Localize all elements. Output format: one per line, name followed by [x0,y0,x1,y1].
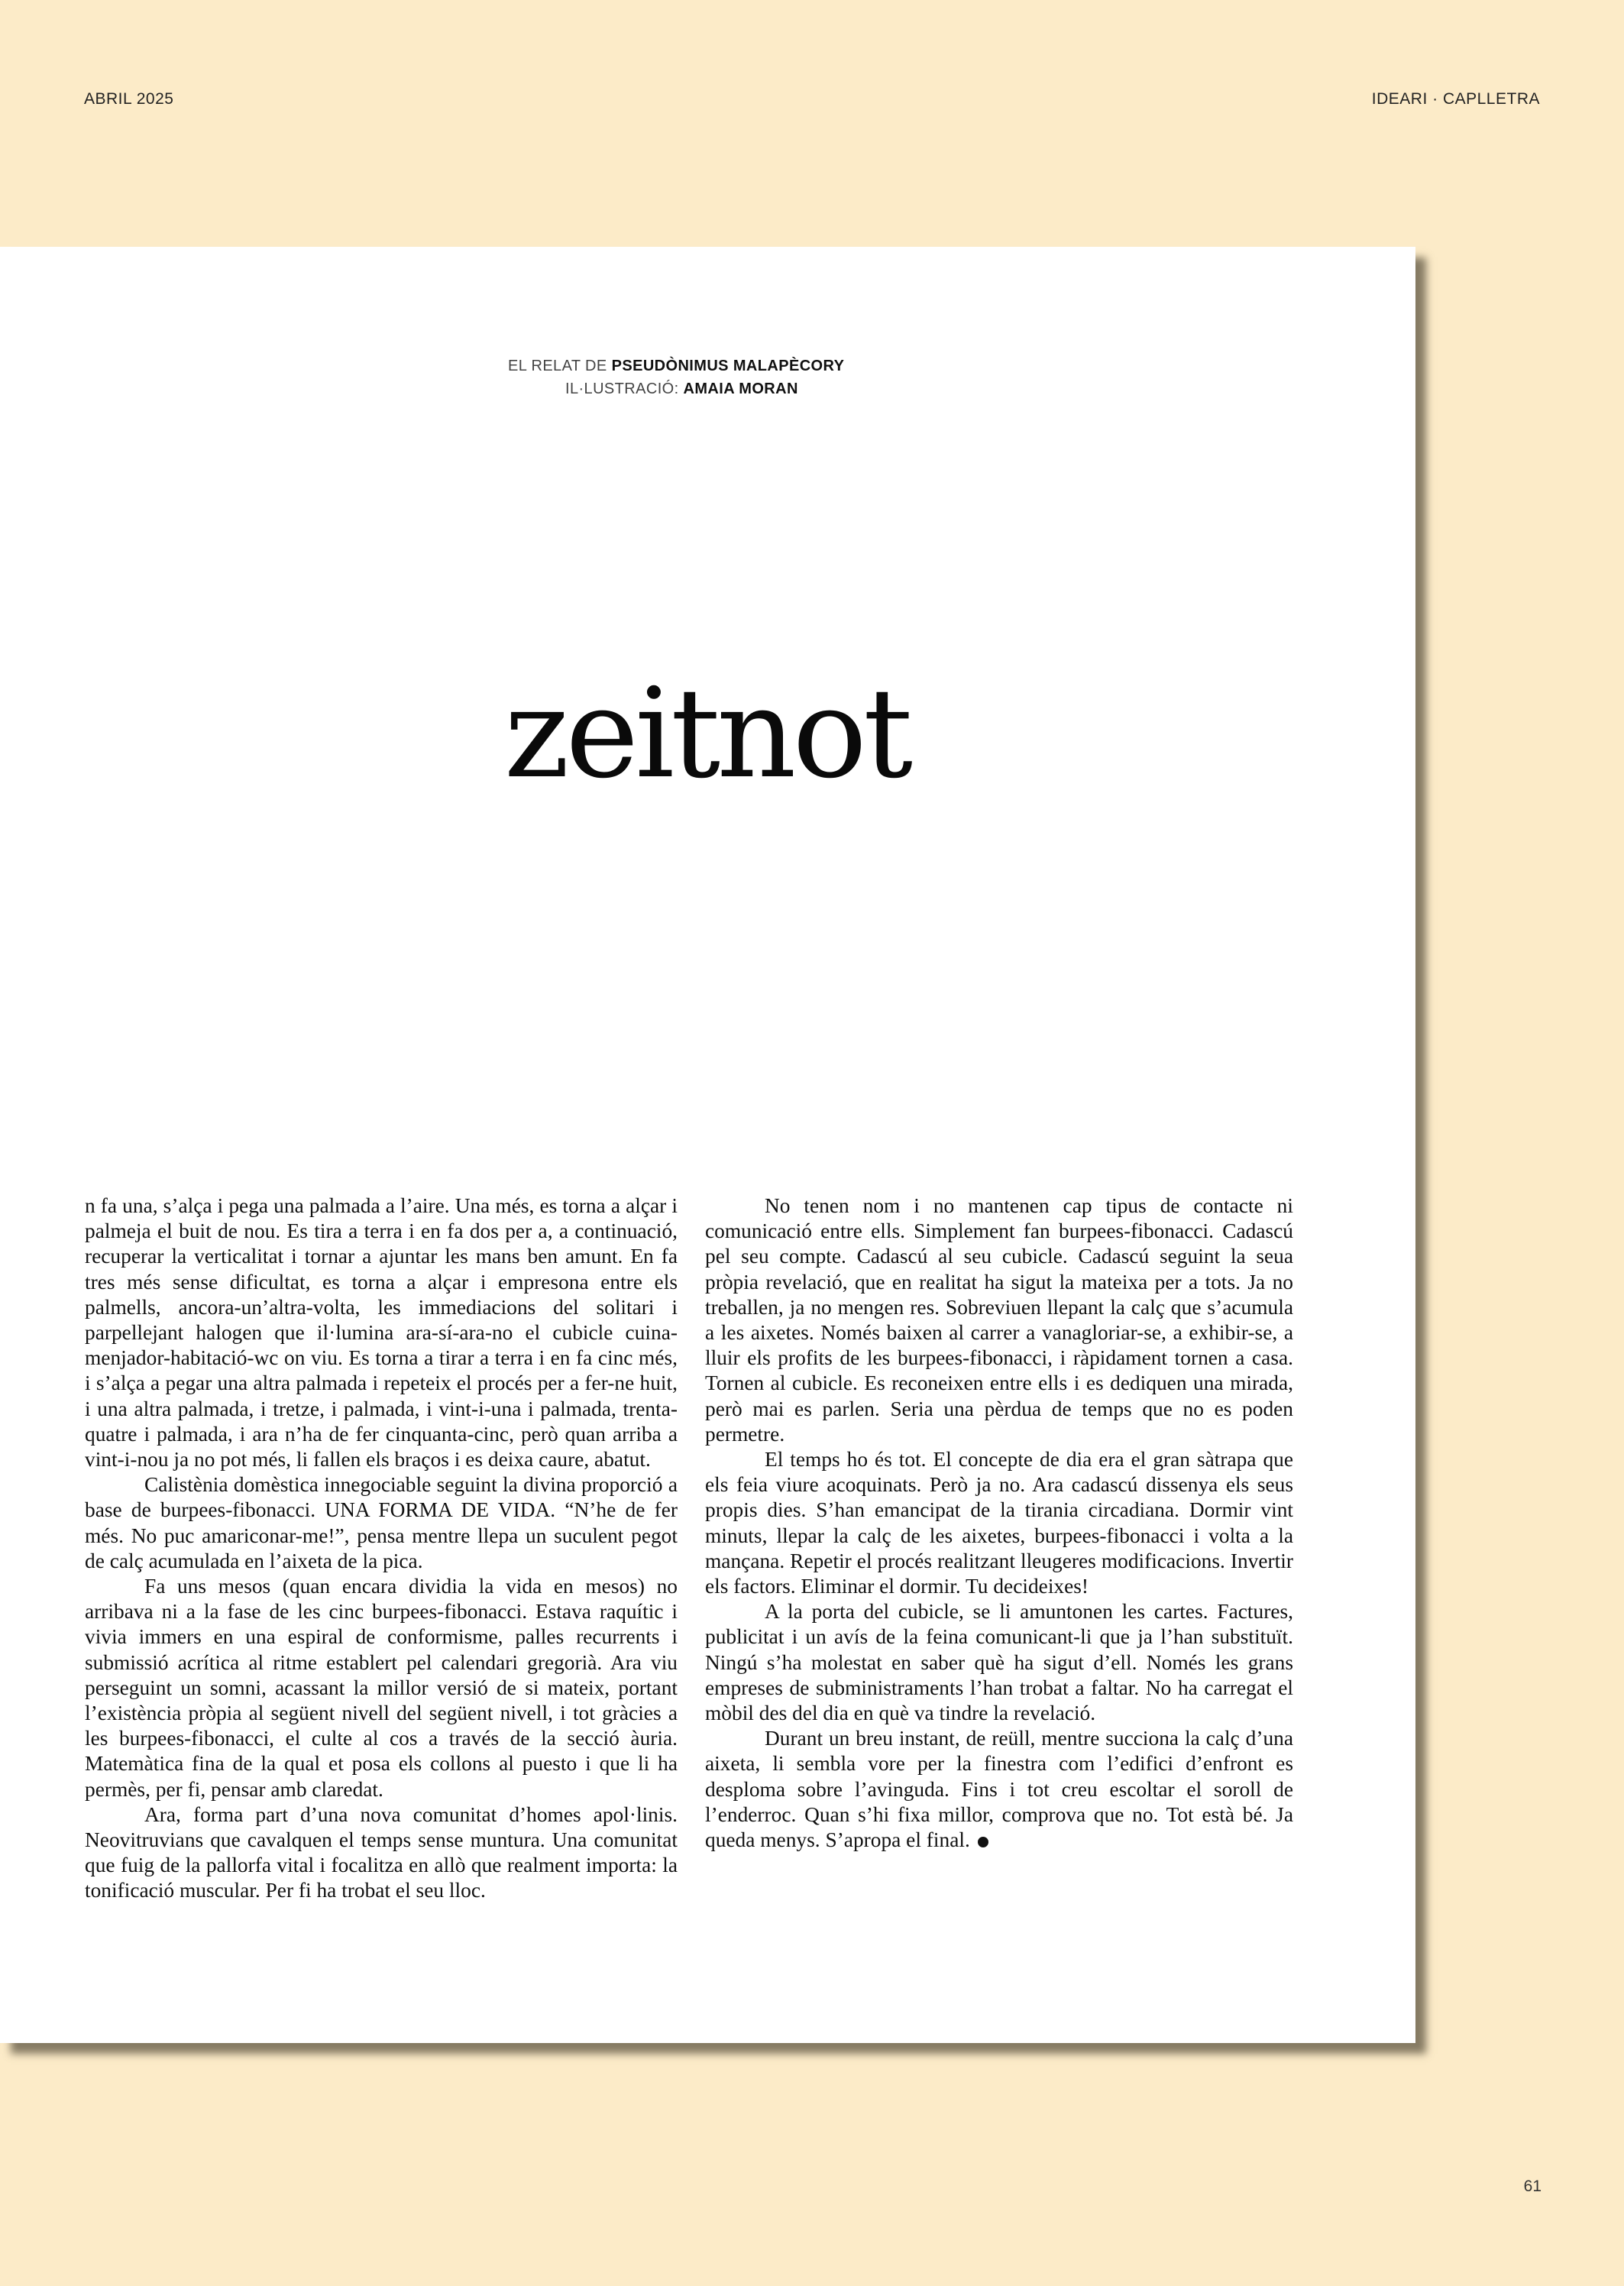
paragraph: No tenen nom i no mantenen cap tipus de contacte ni comunicació entre ells. Simplement fan burpees-fibonacci. Cadascú pel seu compte. Cadascú al seu cubicle. Cadascú seguint la seua pròpia revelació, que en realitat ha sigut la mateixa per a tots. Ja no treballen, ja no mengen res. Sobreviuen llepant la calç que s’acumula a les aixetes. Només baixen al carrer a vanagloriar-se, a exhibir-se, a lluir els profits de les burpees-fibonacci, i ràpidament tornen a casa. Tornen al cubicle. Es reconeixen entre ells i es dediquen una mirada, però mai es parlen. Seria una pèrdua de temps que no es poden permetre. [705,1194,1293,1446]
illustrator-name: AMAIA MORAN [683,380,798,397]
author-credit [508,355,1043,377]
issue-date: ABRIL 2025 [84,90,174,108]
paragraph: El temps ho és tot. El concepte de dia era el gran sàtrapa que els feia viure acoquinats. Però ja no. Ara cadascú dissenya els seus propis dies. S’han emancipat de la tirania circadiana. Dormir vint minuts, llepar la calç de les aixetes, burpees-fibonacci i volta a la mançana. Repetir el procés realitzant lleugeres modificacions. Invertir els factors. Eliminar el dormir. Tu decideixes! [705,1448,1293,1598]
author-credit-prefix: EL RELAT DE [508,358,612,374]
text-column-1 [85,1193,678,1904]
page-number: 61 [1523,2178,1542,2195]
author-name: PSEUDÒNIMUS MALAPÈCORY [611,358,845,374]
paragraph: Ara, forma part d’una nova comunitat d’homes apol·linis. Neovitruvians que cavalquen el temps sense muntura. Una comunitat que fuig de la pallorfa vital i focalitza en allò que realment importa: la tonificació muscular. Per fi ha trobat el seu lloc. [85,1802,678,1902]
paragraph: n fa una, s’alça i pega una palmada a l’aire. Una més, es torna a alçar i palmeja el buit de nou. Es tira a terra i en fa dos per a, a continuació, recuperar la verticalitat i tornar a ajuntar les mans ben amunt. En fa tres més sense dificultat, es torna a alçar i empresona entre els palmells, ancora-un’altra-volta, les immediacions del solitari i parpellejant halogen que il·lumina ara-sí-ara-no el cubicle cuina-menjador-habitació-wc on viu. Es torna a tirar a terra i en fa cinc més, i s’alça a pegar una altra palmada i repeteix el procés per a fer-ne huit, i una altra palmada, i tretze, i palmada, i vint-i-una i palmada, trenta-quatre i palmada, i ara n’ha de fer cinquanta-cinc, però quan arriba a vint-i-nou ja no pot més, li fallen els braços i es deixa caure, abatut. [85,1194,678,1472]
paragraph: Calistènia domèstica innegociable seguint la divina proporció a base de burpees-fibonacci. UNA FORMA DE VIDA. “N’he de fer més. No puc amariconar-me!”, pensa mentre llepa un suculent pegot de calç acumulada en l’aixeta de la pica. [85,1473,678,1572]
article-title: zeitnot [504,662,910,806]
paragraph [705,1726,1293,1853]
final-paragraph-text: Durant un breu instant, de reüll, mentre succiona la calç d’una aixeta, li sembla vore per la finestra com l’edifici d’enfront es desploma sobre l’avinguda. Fins i tot creu escoltar el soroll de l’enderroc. Quan s’hi fixa millor, comprova que no. Tot està bé. Ja queda menys. S’apropa el final. [705,1727,1293,1852]
paragraph: A la porta del cubicle, se li amuntonen les cartes. Factures, publicitat i un avís de la feina comunicant-li que ja l’han substituït. Ningú s’ha molestat en saber què ha sigut d’ell. Només les grans empreses de subministraments l’han trobat a faltar. No ha carregat el mòbil des del dia en què va tindre la revelació. [705,1600,1293,1725]
section-label: IDEARI · CAPLLETRA [1371,90,1540,108]
text-column-2 [705,1193,1293,1853]
illustrator-credit-prefix: IL·LUSTRACIÓ: [565,380,684,397]
end-of-article-bullet-icon [978,1837,988,1847]
paragraph: Fa uns mesos (quan encara dividia la vida en mesos) no arribava ni a la fase de les cinc burpees-fibonacci. Estava raquític i vivia immers en una espiral de conformisme, palles recurrents i submissió acrítica al ritme establert pel calendari gregorià. Ara viu perseguint un somni, acassant la millor versió de si mateix, portant l’existència pròpia al següent nivell del següent nivell, i tot gràcies a les burpees-fibonacci, el culte al cos a través de la secció àuria. Matemàtica fina de la qual et posa els collons al puesto i que li ha permès, per fi, pensar amb claredat. [85,1575,678,1801]
illustrator-credit [565,377,1100,400]
